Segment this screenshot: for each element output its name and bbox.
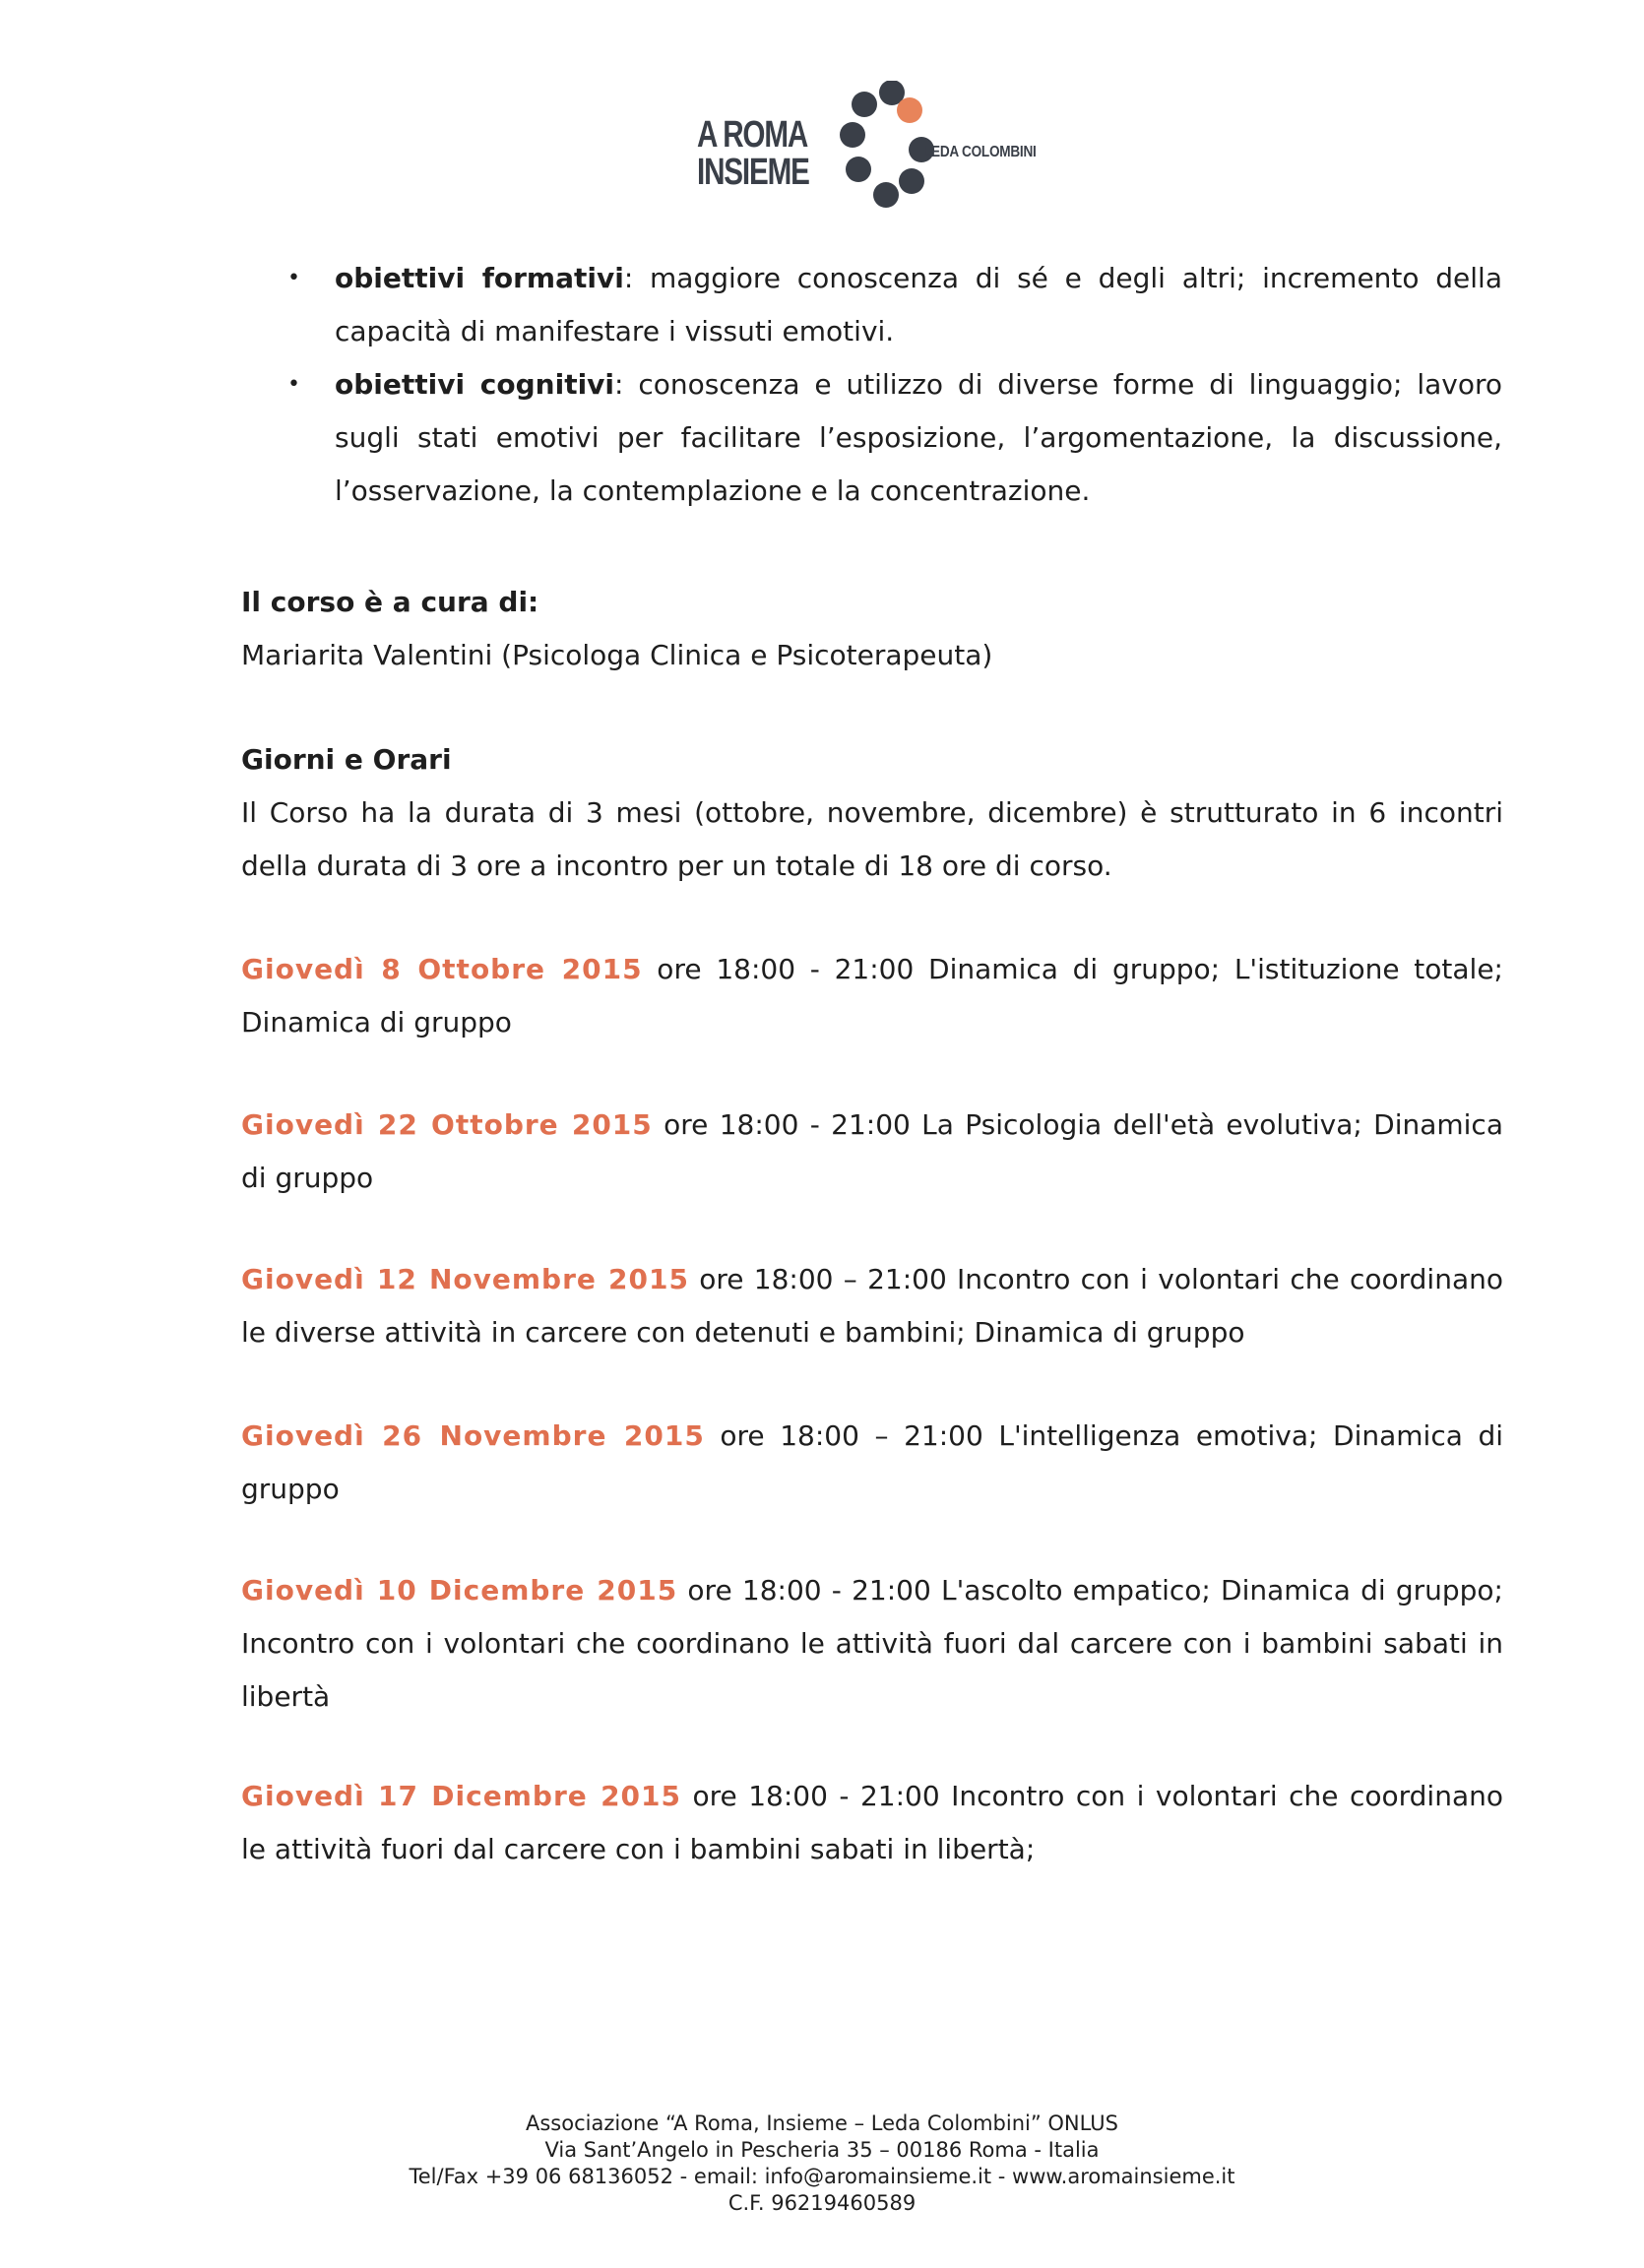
list-item [287, 358, 1502, 518]
event-description: ore 18:00 - 21:00 La Psicologia dell'età evolutiva; Dinamica di gruppo [241, 1108, 1503, 1194]
bullet-icon: • [287, 266, 300, 290]
objective-text: : maggiore conoscenza di sé e degli altri; incremento della capacità di manifestare i vissuti emotivi. [335, 262, 1502, 347]
logo-line-2: INSIEME [697, 152, 809, 193]
event-description: ore 18:00 – 21:00 L'intelligenza emotiva; Dinamica di gruppo [241, 1419, 1503, 1505]
objective-term: obiettivi formativi [335, 262, 624, 294]
schedule-section [241, 733, 1503, 893]
logo-dot [846, 157, 871, 182]
footer-address: Via Sant’Angelo in Pescheria 35 – 00186 Roma - Italia [544, 2138, 1100, 2162]
event-item [241, 1770, 1503, 1876]
logo-dot [899, 168, 924, 194]
list-item [287, 252, 1502, 358]
event-description: ore 18:00 - 21:00 Dinamica di gruppo; L'istituzione totale; Dinamica di gruppo [241, 953, 1503, 1039]
objectives-list [287, 252, 1502, 518]
organization-logo [697, 81, 1051, 219]
event-date: Giovedì 22 Ottobre 2015 [241, 1108, 653, 1141]
schedule-description: Il Corso ha la durata di 3 mesi (ottobre, novembre, dicembre) è strutturato in 6 incontri della durata di 3 ore a incontro per un totale di 18 ore di corso. [241, 796, 1503, 882]
event-date: Giovedì 12 Novembre 2015 [241, 1263, 689, 1295]
footer-contacts: Tel/Fax +39 06 68136052 - email: info@aromainsieme.it - www.aromainsieme.it [409, 2165, 1235, 2188]
logo-dot [840, 122, 865, 148]
footer-tax-code: C.F. 96219460589 [727, 2191, 917, 2215]
event-date: Giovedì 26 Novembre 2015 [241, 1419, 705, 1452]
event-item [241, 1410, 1503, 1516]
event-description: ore 18:00 – 21:00 Incontro con i volontari che coordinano le diverse attività in carcere con detenuti e bambini; Dinamica di gruppo [241, 1263, 1503, 1349]
event-date: Giovedì 8 Ottobre 2015 [241, 953, 643, 985]
logo-dot [873, 182, 899, 208]
curator-name: Mariarita Valentini (Psicologa Clinica e Psicoterapeuta) [241, 639, 993, 671]
logo-dot [897, 97, 922, 123]
logo-dot [852, 92, 877, 117]
objective-term: obiettivi cognitivi [335, 368, 615, 401]
event-item [241, 1099, 1503, 1205]
event-description: ore 18:00 - 21:00 Incontro con i volontari che coordinano le attività fuori dal carcere con i bambini sabati in libertà; [241, 1780, 1503, 1865]
objective-text: : conoscenza e utilizzo di diverse forme di linguaggio; lavoro sugli stati emotivi per facilitare l’esposizione, l’argomentazione, la discussione, l’osservazione, la contemplazione e la concentrazione. [335, 368, 1502, 507]
event-date: Giovedì 17 Dicembre 2015 [241, 1780, 682, 1812]
schedule-heading: Giorni e Orari [241, 743, 452, 776]
curator-heading: Il corso è a cura di: [241, 586, 539, 618]
bullet-icon: • [287, 372, 300, 397]
letterhead-footer [0, 2110, 1644, 2217]
footer-association: Associazione “A Roma, Insieme – Leda Colombini” ONLUS [526, 2111, 1118, 2135]
event-item [241, 943, 1503, 1049]
logo-wordmark [697, 116, 809, 191]
logo-subtitle: LEDA COLOMBINI [923, 144, 1037, 160]
event-item [241, 1253, 1503, 1359]
event-item [241, 1564, 1503, 1724]
logo-line-1: A ROMA [697, 114, 808, 156]
curator-section [241, 576, 1503, 682]
event-description: ore 18:00 - 21:00 L'ascolto empatico; Dinamica di gruppo; Incontro con i volontari che coordinano le attività fuori dal carcere con i bambini sabati in libertà [241, 1574, 1503, 1713]
event-date: Giovedì 10 Dicembre 2015 [241, 1574, 678, 1606]
